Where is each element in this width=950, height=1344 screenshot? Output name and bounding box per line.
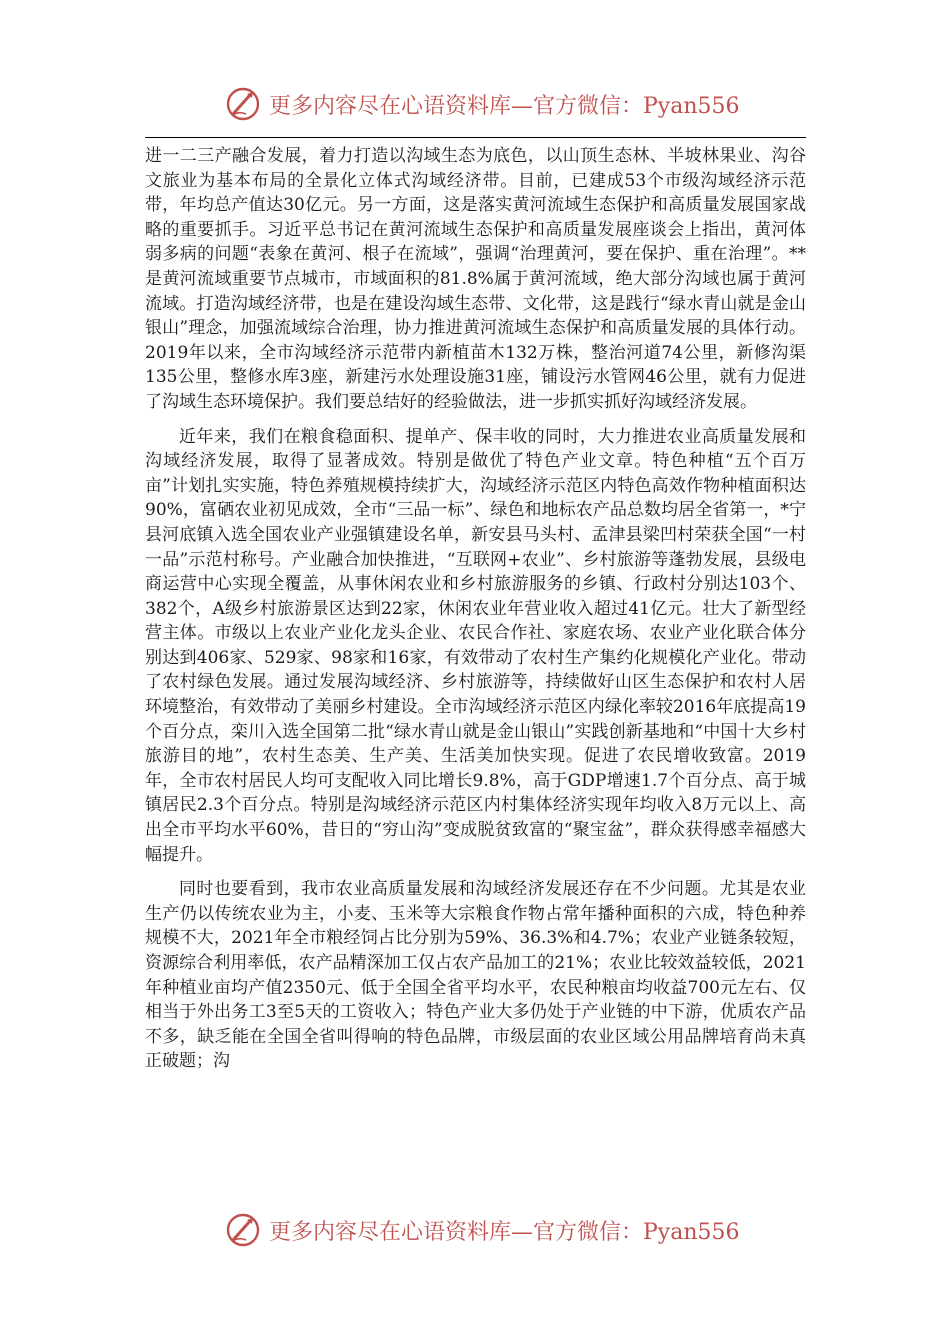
header-divider [145, 137, 806, 138]
paragraph-3: 同时也要看到，我市农业高质量发展和沟域经济发展还存在不少问题。尤其是农业生产仍以传统农业为主，小麦、玉米等大宗粮食作物占常年播种面积的六成，特色种养规模不大，2021年全市粮经饲占比分别为59%、36.3%和4.7%；农业产业链条较短，资源综合利用率低，农产品精深加工仅占农产品加工的21%；农业比较效益较低，2021年种植业亩均产值2350元、低于全国全省平均水平，农民种粮亩均收益700元左右、仅相当于外出务工3至5天的工资收入；特色产业大多仍处于产业链的中下游，优质农产品不多，缺乏能在全国全省叫得响的特色品牌，市级层面的农业区域公用品牌培育尚未真正破题；沟 [145, 879, 806, 1072]
pen-logo-icon [225, 1212, 261, 1248]
footer-banner [225, 1208, 740, 1252]
header-banner [225, 82, 740, 126]
pen-logo-icon [225, 86, 261, 122]
paragraph-1: 进一二三产融合发展，着力打造以沟域生态为底色，以山顶生态林、半坡林果业、沟谷文旅业为基本布局的全景化立体式沟域经济带。目前，已建成53个市级沟域经济示范带，年均总产值达30亿元。另一方面，这是落实黄河流域生态保护和高质量发展国家战略的重要抓手。习近平总书记在黄河流域生态保护和高质量发展座谈会上指出，黄河体弱多病的问题“表象在黄河、根子在流域”，强调“治理黄河，要在保护、重在治理”。**是黄河流域重要节点城市，市域面积的81.8%属于黄河流域，绝大部分沟域也属于黄河流域。打造沟域经济带，也是在建设沟域生态带、文化带，这是践行“绿水青山就是金山银山”理念，加强流域综合治理，协力推进黄河流域生态保护和高质量发展的具体行动。2019年以来，全市沟域经济示范带内新植苗木132万株，整治河道74公里，新修沟渠135公里，整修水库3座，新建污水处理设施31座，铺设污水管网46公里，就有力促进了沟域生态环境保护。我们要总结好的经验做法，进一步抓实抓好沟域经济发展。 [145, 146, 806, 412]
footer-banner-text: 更多内容尽在心语资料库—官方微信：Pyan556 [269, 1219, 740, 1245]
paragraph-2: 近年来，我们在粮食稳面积、提单产、保丰收的同时，大力推进农业高质量发展和沟域经济发展，取得了显著成效。特别是做优了特色产业文章。特色种植“五个百万亩”计划扎实实施，特色养殖规模持续扩大，沟域经济示范区内特色高效作物种植面积达90%，富硒农业初见成效，全市“三品一标”、绿色和地标农产品总数均居全省第一，*宁县河底镇入选全国农业产业强镇建设名单，新安县马头村、孟津县梁凹村荣获全国“一村一品”示范村称号。产业融合加快推进，“互联网+农业”、乡村旅游等蓬勃发展，县级电商运营中心实现全覆盖，从事休闲农业和乡村旅游服务的乡镇、行政村分别达103个、382个，A级乡村旅游景区达到22家，休闲农业年营业收入超过41亿元。壮大了新型经营主体。市级以上农业产业化龙头企业、农民合作社、家庭农场、农业产业化联合体分别达到406家、529家、98家和16家，有效带动了农村生产集约化规模化产业化。带动了农村绿色发展。通过发展沟域经济、乡村旅游等，持续做好山区生态保护和农村人居环境整治，有效带动了美丽乡村建设。全市沟域经济示范区内绿化率较2016年底提高19个百分点，栾川入选全国第二批“绿水青山就是金山银山”实践创新基地和“中国十大乡村旅游目的地”，农村生态美、生产美、生活美加快实现。促进了农民增收致富。2019年，全市农村居民人均可支配收入同比增长9.8%，高于GDP增速1.7个百分点、高于城镇居民2.3个百分点。特别是沟域经济示范区内村集体经济实现年均收入8万元以上、高出全市平均水平60%，昔日的“穷山沟”变成脱贫致富的“聚宝盆”，群众获得感幸福感大幅提升。 [145, 426, 806, 865]
document-body [145, 144, 806, 1084]
header-banner-text: 更多内容尽在心语资料库—官方微信：Pyan556 [269, 93, 740, 119]
